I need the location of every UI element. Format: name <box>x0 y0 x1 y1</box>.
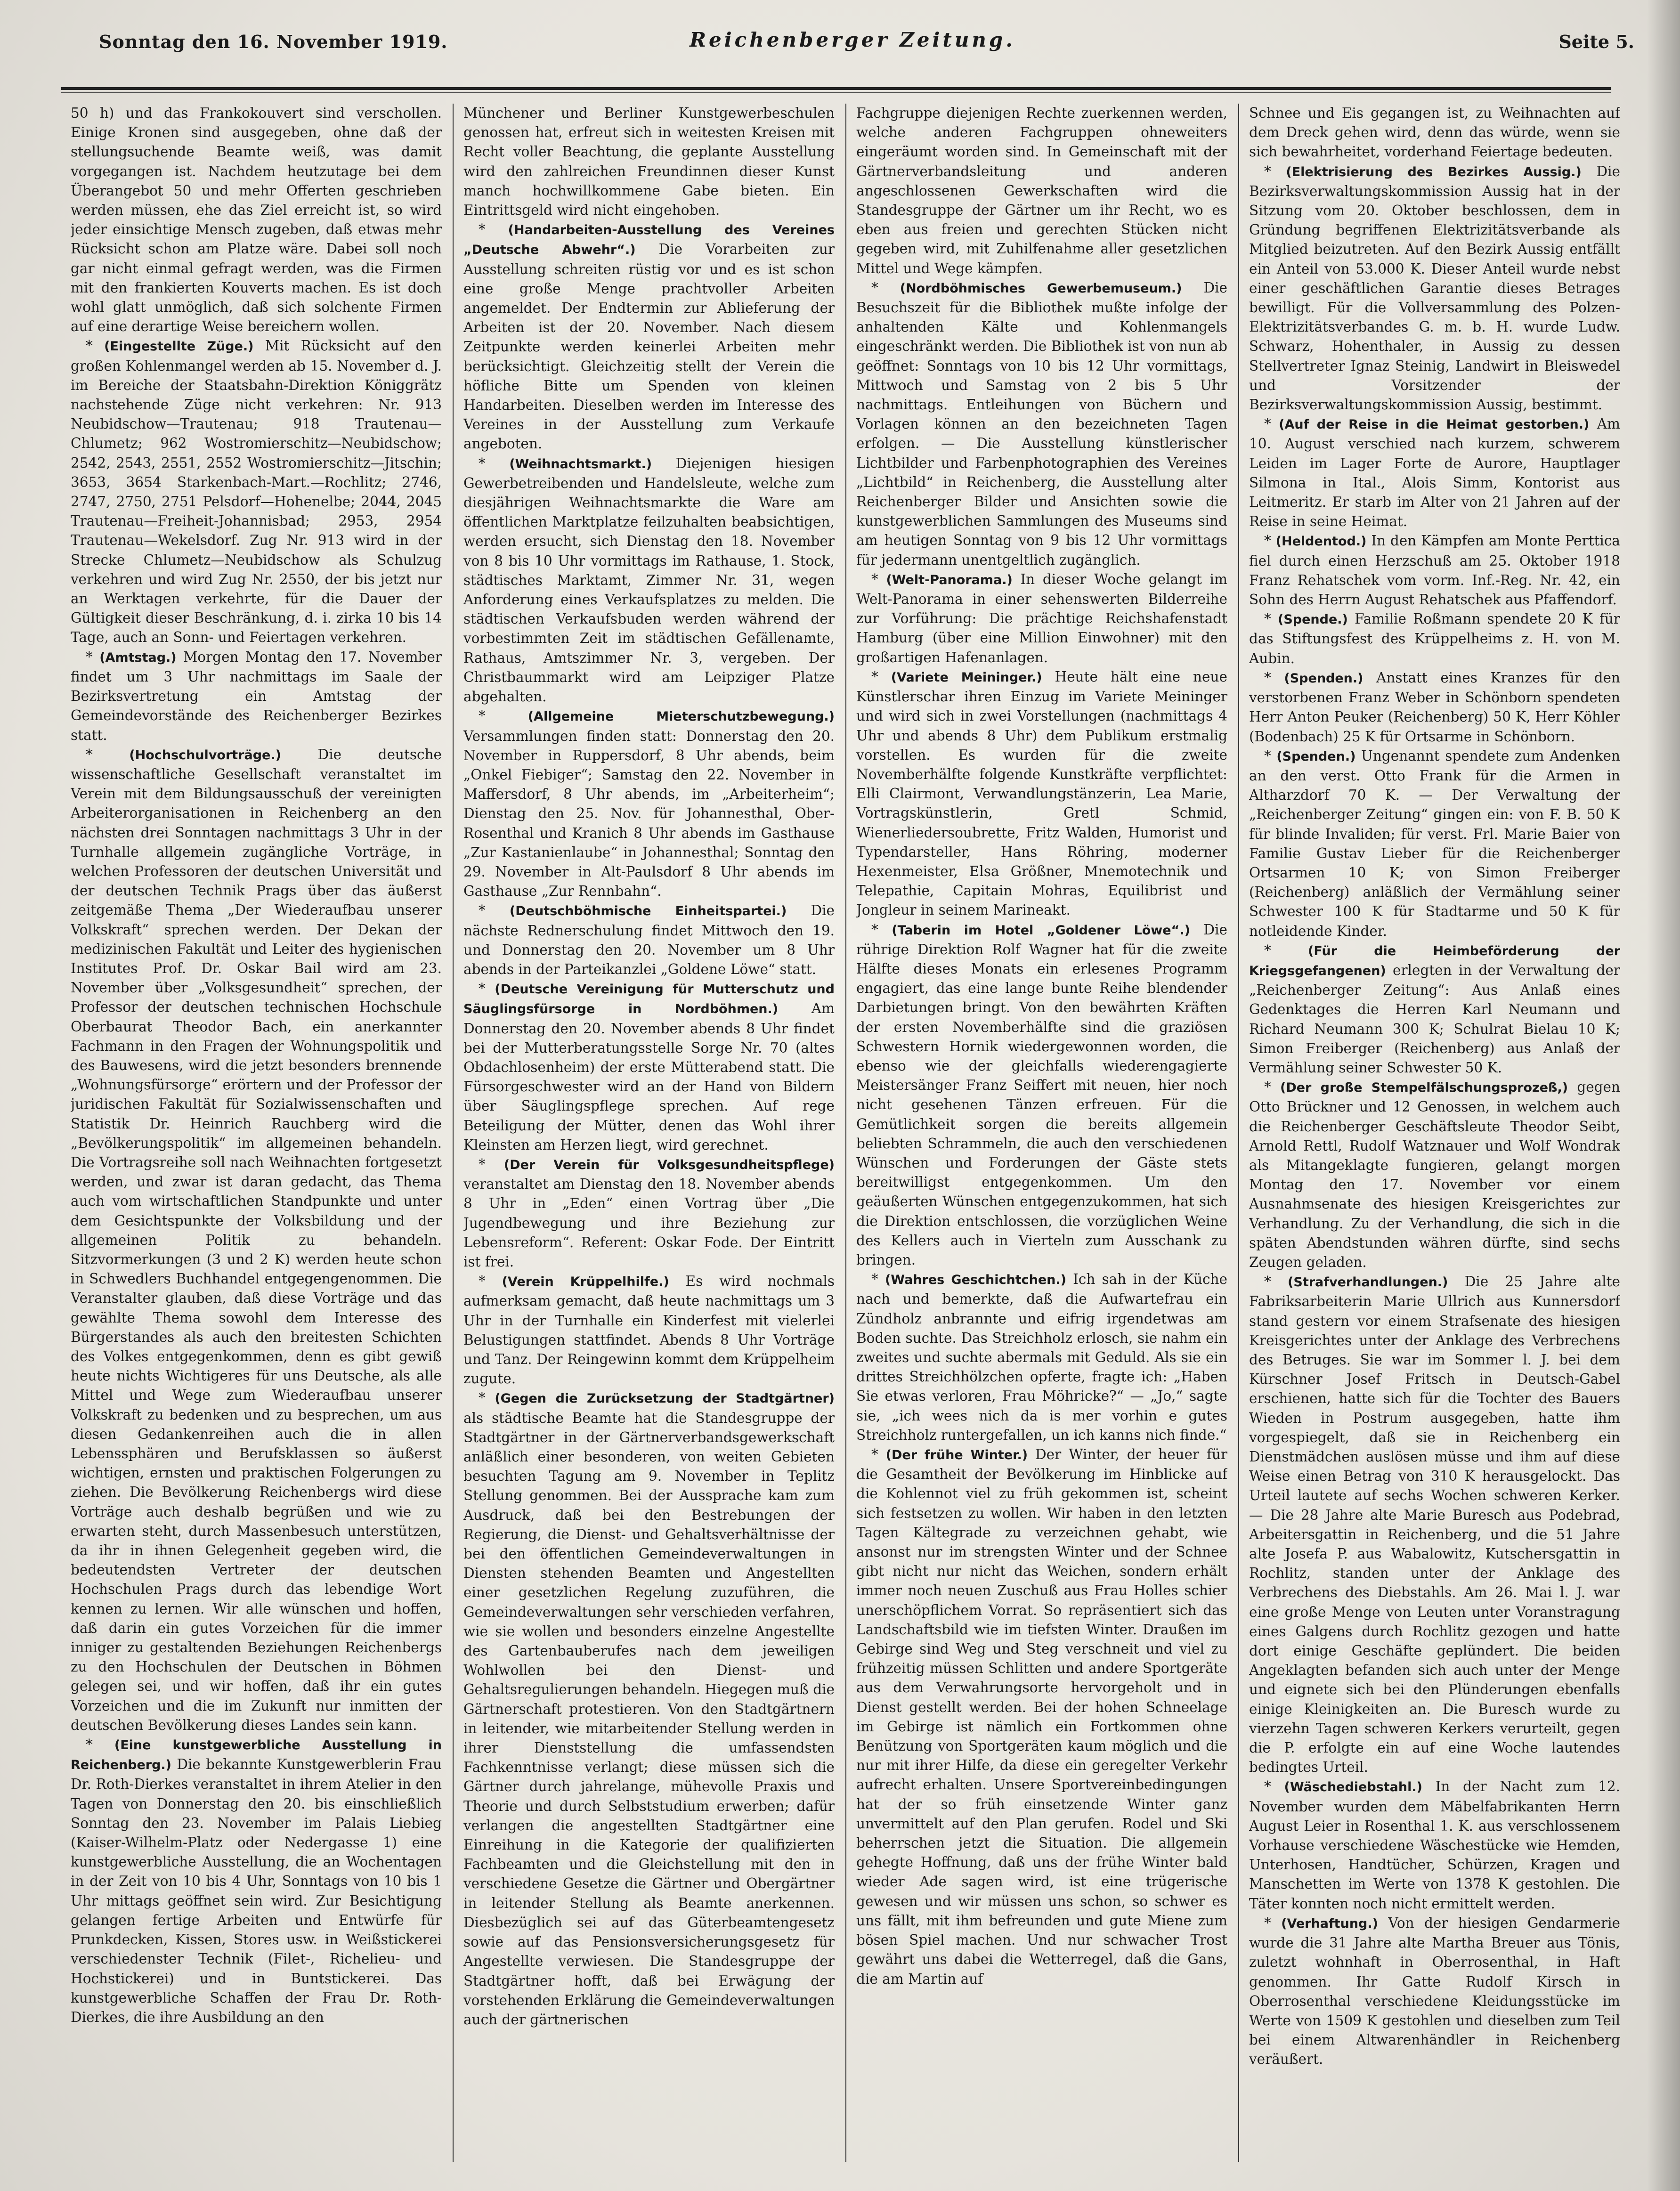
news-item-heading: (Variete Meininger.) <box>891 670 1042 685</box>
news-item: * (Hochschulvorträge.) Die deutsche wissenschaftliche Gesellschaft veranstaltet im Verein mit dem Bildungsausschuß der vereinigten Arbeiterorganisationen in Reichenberg an den nächsten drei Sonntagen nachmittags 3 Uhr in der Turnhalle allgemein zugängliche Vorträge, in welchen Professoren der deutschen Universität und der deutschen Technik Prags über das äußerst zeitgemäße Thema „Der Wiederaufbau unserer Volkskraft“ sprechen werden. Der Dekan der medizinischen Fakultät und Leiter des hygienischen Institutes Prof. Dr. Oskar Bail wird am 23. November über „Volksgesundheit“ sprechen, der Professor der deutschen technischen Hochschule Oberbaurat Theodor Bach, ein anerkannter Fachmann in den Fragen der Wohnungspolitik und des Bauwesens, wird die jetzt besonders brennende „Wohnungsfürsorge“ erörtern und der Professor der juridischen Fakultät für Sozialwissenschaften und Statistik Dr. Heinrich Rauchberg wird die „Bevölkerungspolitik“ im allgemeinen behandeln. Die Vortragsreihe soll nach Weihnachten fortgesetzt werden, und zwar ist daran gedacht, das Thema auch vom wirtschaftlichen Standpunkte und unter dem Gesichtspunkte der Volksbildung und der allgemeinen Politik zu behandeln. Sitzvormerkungen (3 und 2 K) werden heute schon in Schwedlers Buchhandel entgegengenommen. Die Veranstalter glauben, daß diese Vorträge und das gewählte Thema sowohl dem Interesse des Bürgerstandes als auch den breitesten Schichten des Volkes entgegenkommen, denn es gibt gewiß heute nichts Wichtigeres für uns Deutsche, als alle Mittel und Wege zum Wiederaufbau unserer Volkskraft zu bedenken und zu besprechen, um aus diesen Gedankenreihen auch die in allen Lebenssphären und Berufsklassen so äußerst wichtigen, ernsten und praktischen Folgerungen zu ziehen. Die Bevölkerung Reichenbergs wird diese Vorträge auch deshalb begrüßen und wie zu erwarten steht, durch Massenbesuch unterstützen, da ihr in ihnen Gelegenheit gegeben wird, die bedeutendsten Vertreter der deutschen Hochschulen Prags durch das lebendige Wort kennen zu lernen. Wir alle wünschen und hoffen, daß darin ein gutes Vorzeichen für die immer inniger zu gestaltenden Beziehungen Reichenbergs zu den Hochschulen der Deutschen in Böhmen gelegen sei, und wir hoffen, daß ihr ein gutes Vorzeichen und die im Zukunft nur inmitten der deutschen Bevölkerung dieses Landes sein kann. <box>71 746 442 1733</box>
news-item: * (Gegen die Zurücksetzung der Stadtgärtner) als städtische Beamte hat die Standesgruppe der Stadtgärtner in der Gärtnerverbandsgewerkschaft anläßlich einer besonderen, von weiten Gebieten besuchten Tagung am 9. November in Teplitz Stellung genommen. Bei der Aussprache kam zum Ausdruck, daß bei den Bestrebungen der Regierung, die Dienst- und Gehaltsverhältnisse der bei den öffentlichen Gemeindeverwaltungen in Diensten stehenden Beamten und Angestellten einer gesetzlichen Regelung zuzuführen, die Gemeindeverwaltungen sehr verschieden verfahren, wie sie wollen und besonders einzelne Angestellte des Gartenbauberufes nach dem jeweiligen Wohlwollen bei den Dienst- und Gehaltsregulierungen behandeln. Hiegegen muß die Gärtnerschaft protestieren. Von den Stadtgärtnern in leitender, wie mitarbeitender Stellung werden in ihrer Dienststellung die umfassendsten Fachkenntnisse verlangt; diese müssen sich die Gärtner durch jahrelange, mühevolle Praxis und Theorie und durch Selbststudium erwerben; dafür verlangen die angestellten Stadtgärtner eine Einreihung in die Kategorie der qualifizierten Fachbeamten und die Gleichstellung mit den in verschiedene Gesetze die Gärtner und Obergärtner in leitender Stellung als Beamte anerkennen. Diesbezüglich sei auf das Güterbeamtengesetz sowie auf das Pensionsversicherungsgesetz für Angestellte verwiesen. Die Standesgruppe der Stadtgärtner hofft, daß bei Erwägung der vorstehenden Erklärung die Gemeindeverwaltungen auch der gärtnerischen <box>463 1390 835 2028</box>
news-item: * (Handarbeiten-Ausstellung des Vereines „Deutsche Abwehr“.) Die Vorarbeiten zur Ausstellung schreiten rüstig vor und es ist schon eine große Menge prachtvoller Arbeiten angemeldet. Der Endtermin zur Ablieferung der Arbeiten ist der 20. November. Nach diesem Zeitpunkte werden keinerlei Arbeiten mehr berücksichtigt. Gleichzeitig stellt der Verein die höfliche Bitte um Spenden von kleinen Handarbeiten. Dieselben werden im Interesse des Vereines in der Ausstellung zum Verkaufe angeboten. <box>463 221 835 452</box>
news-item-text: Ich sah in der Küche nach und bemerkte, daß die Aufwartefrau ein Zündholz anbrannte und eifrig irgendetwas am Boden suchte. Das Streichholz erlosch, sie nahm ein zweites und suchte abermals mit Geduld. Als sie ein drittes Streichhölzchen opferte, fragte ich: „Haben Sie etwas verloren, Frau Möhricke?“ — „Jo,“ sagte sie, „ich wees nich da is mer vorhin e gutes Streichholz runtergefallen, un ich kanns nich finde.“ <box>856 1271 1227 1443</box>
page-header <box>28 24 1653 80</box>
news-item-text: Münchener und Berliner Kunstgewerbeschulen genossen hat, erfreut sich in weitesten Kreisen mit Recht voller Beachtung, die geplante Ausstellung wird den zahlreichen Freundinnen dieser Kunst manch hochwillkommene Gabe bieten. Ein Eintrittsgeld wird nicht eingehoben. <box>463 105 835 219</box>
article-continuation <box>71 104 442 336</box>
news-item: * (Elektrisierung des Bezirkes Aussig.) Die Bezirksverwaltungskommission Aussig hat in der Sitzung vom 20. Oktober beschlossen, dem in Gründung begriffenen Elektrizitätsverbande als Mitglied beizutreten. Auf den Bezirk Aussig entfällt ein Anteil von 53.000 K. Dieser Anteil wurde nebst einer geschäftlichen Garantie dieses Betrages bewilligt. Für die Vollversammlung des Polzen-Elektrizitätsverbandes G. m. b. H. wurde Ludw. Schwarz, Hohenthaler, in Aussig zu dessen Stellvertreter Ignaz Steinig, Landwirt in Bleiswedel und Vorsitzender der Bezirksverwaltungskommission Aussig, bestimmt. <box>1249 163 1620 413</box>
news-item-text: Schnee und Eis gegangen ist, zu Weihnachten auf dem Dreck gehen wird, denn das würde, wenn sie sich bewahrheitet, vorderhand Feiertage bedeuten. <box>1249 105 1620 160</box>
news-item: * (Deutsche Vereinigung für Mutterschutz und Säuglingsfürsorge in Nordböhmen.) Am Donnerstag den 20. November abends 8 Uhr findet bei der Mutterberatungsstelle Sorge Nr. 70 (altes Obdachlosenheim) der erste Mütterabend statt. Die Fürsorgeschwester wird an der Hand von Bildern über Säuglingspflege sprechen. Auf rege Beteiligung der Mütter, denen das Wohl ihrer Kleinsten am Herzen liegt, wird gerechnet. <box>463 981 835 1153</box>
news-item-heading: (Spenden.) <box>1284 671 1363 686</box>
news-item-heading: (Eingestellte Züge.) <box>104 339 254 354</box>
news-item-heading: (Welt-Panorama.) <box>886 572 1013 587</box>
page-edge-shadow <box>1647 0 1680 2191</box>
news-item-heading: (Weihnachtsmarkt.) <box>509 456 652 471</box>
news-item: * (Taberin im Hotel „Goldener Löwe“.) Die rührige Direktion Rolf Wagner hat für die zweite Hälfte dieses Monats ein erlesenes Programm engagiert, das eine lange bunte Reihe blendender Darbietungen bringt. Von den bewährten Kräften der ersten Novemberhälfte sind die graziösen Schwestern Hornik wiedergewonnen worden, die ebenso wie der gleichfalls wiederengagierte Meistersänger Franz Seiffert mit neuen, hier noch nicht gesehenen Tänzen erfreuen. Für die Gemütlichkeit sorgen die bereits allgemein beliebten Schrammeln, die auch den verschiedenen Wünschen und Forderungen der Gäste stets bereitwilligst entgegenkommen. Um den geäußerten Wünschen entgegenzukommen, hat sich die Direktion entschlossen, die vorzüglichen Weine des Kellers auch in Vierteln zum Ausschank zu bringen. <box>856 921 1227 1268</box>
news-item-heading: (Der frühe Winter.) <box>885 1448 1028 1463</box>
news-item-heading: (Spenden.) <box>1276 749 1356 764</box>
news-item-text: Die Besuchszeit für die Bibliothek mußte infolge der anhaltenden Kälte und Kohlenmangels eingeschränkt werden. Die Bibliothek ist von nun ab geöffnet: Sonntags von 10 bis 12 Uhr vormittags, Mittwoch und Samstag von 2 bis 5 Uhr nachmittags. Entleihungen von Büchern und Vorlagen können an den bezeichneten Tagen erfolgen. — Die Ausstellung künstlerischer Lichtbilder und Farbenphotographien des Vereines „Lichtbild“ in Reichenberg, die Ausstellung alter Reichenberger Bilder und Ansichten sowie die kunstgewerblichen Sammlungen des Museums sind am heutigen Sonntag von 9 bis 12 Uhr vormittags für jedermann unentgeltlich zugänglich. <box>856 279 1227 568</box>
news-item-heading: (Auf der Reise in die Heimat gestorben.) <box>1279 417 1590 432</box>
news-item-heading: (Wäschediebstahl.) <box>1284 1780 1422 1795</box>
news-item-text: Die 25 Jahre alte Fabriksarbeiterin Marie Ullrich aus Kunnersdorf stand gestern vor einem Strafsenate des hiesigen Kreisgerichtes unter der Anklage des Verbrechens des Betruges. Sie war im Sommer l. J. bei dem Kürschner Josef Fritsch in Deutsch-Gabel erschienen, hatte sich für die Tochter des Bauers Wieden in Postrum ausgegeben, hatte ihm vorgespiegelt, daß sie in Reichenberg ein Dienstmädchen auslösen müsse und ihm auf diese Weise einen Betrag von 310 K herausgelockt. Das Urteil lautete auf sechs Wochen schweren Kerker. — Die 28 Jahre alte Marie Buresch aus Podebrad, Arbeitersgattin in Reichenberg, und die 51 Jahre alte Josefa P. aus Wabalowitz, Kutschersgattin in Rochlitz, standen unter der Anklage des Verbrechens des Diebstahls. Am 26. Mai l. J. war eine große Menge von Leuten unter Voranstragung eines Galgens durch Rochlitz gezogen und hatte dort einige Geschäfte geplündert. Die beiden Angeklagten befanden sich auch unter der Menge und eignete sich bei den Plünderungen ebenfalls einige Kleinigkeiten an. Die Buresch wurde zu vierzehn Tagen schweren Kerkers verurteilt, gegen die P. erfolgte ein auf eine Woche lautendes bedingtes Urteil. <box>1249 1274 1620 1776</box>
news-item-text: Anstatt eines Kranzes für den verstorbenen Franz Weber in Schönborn spendeten Herr Anton Peuker (Reichenberg) 50 K, Herr Köhler (Bodenbach) 25 K für Ortsarme in Schönborn. <box>1249 669 1620 745</box>
news-item-text: In den Kämpfen am Monte Perttica fiel durch einen Herzschuß am 25. Oktober 1918 Franz Rehatschek vom vorm. Inf.-Reg. Nr. 42, ein Sohn des Herrn August Rehatschek aus Pfaffendorf. <box>1249 533 1620 608</box>
column-1 <box>71 104 442 2162</box>
column-4 <box>1249 104 1620 2162</box>
news-item-text: Mit Rücksicht auf den großen Kohlenmangel werden ab 15. November d. J. im Bereiche der Staatsbahn-Direktion Königgrätz nachstehende Züge nicht verkehren: Nr. 913 Neubidschow—Trautenau; 918 Trautenau—Chlumetz; 962 Wostromierschitz—Neubidschow; 2542, 2543, 2551, 2552 Wostromierschitz—Jitschin; 3653, 3654 Starkenbach-Mart.—Rochlitz; 2746, 2747, 2750, 2751 Pelsdorf—Hohenelbe; 2044, 2045 Trautenau—Freiheit-Johannisbad; 2953, 2954 Trautenau—Wekelsdorf. Zug Nr. 913 wird in der Strecke Chlumetz—Neubidschow als Schulzug verkehren und wird Zug Nr. 2550, der bis jetzt nur an Werktagen verkehrte, für die Dauer der Gültigkeit dieser Beschränkung, d. i. zirka 10 bis 14 Tage, auch an Sonn- und Feiertagen verkehren. <box>71 338 442 646</box>
news-item-text: erlegten in der Verwaltung der „Reichenberger Zeitung“: Aus Anlaß eines Gedenktages die Herren Karl Neumann und Richard Neumann 300 K; Schulrat Bielau 10 K; Simon Freiberger (Reichenberg) aus Anlaß der Vermählung seiner Schwester 50 K. <box>1249 962 1620 1076</box>
article-continuation <box>463 104 835 220</box>
news-item: * (Der frühe Winter.) Der Winter, der heuer für die Gesamtheit der Bevölkerung im Hinblicke auf die Kohlennot viel zu früh gekommen ist, scheint sich festsetzen zu wollen. Wir haben in den letzten Tagen Kältegrade zu verzeichnen gehabt, wie ansonst nur im strengsten Winter und der Schnee gibt nicht nur nicht das Weichen, sondern erhält immer noch neuen Zuschuß aus Frau Holles schier unerschöpflichem Vorrat. So repräsentiert sich das Landschaftsbild wie im tiefsten Winter. Draußen im Gebirge sind Weg und Steg verschneit und viel zu frühzeitig müssen Schlitten und andere Sportgeräte aus dem Verwahrungsorte hervorgeholt und in Dienst gestellt werden. Bei der hohen Schneelage im Gebirge ist nämlich ein Fortkommen ohne Benützung von Sportgeräten kaum möglich und die nur mit ihrer Hilfe, da diese ein geregelter Verkehr aufrecht erhalten. Unsere Sportvereinbedingungen hat der so früh einsetzende Winter ganz unvermittelt auf den Plan gerufen. Rodel und Ski beherrschen jetzt die Situation. Die allgemein gehegte Hoffnung, daß uns der frühe Winter bald wieder Ade sagen wird, ist eine trügerische gewesen und wir müssen uns schon, so schwer es uns fällt, mit ihm befreunden und gute Miene zum bösen Spiel machen. Und nur schwacher Trost gewährt uns dabei die Wetterregel, daß die Gans, die am Martin auf <box>856 1446 1227 1987</box>
column-separator <box>1238 104 1239 2162</box>
column-separator <box>453 104 454 2162</box>
news-item-text: Familie Roßmann spendete 20 K für das Stiftungsfest des Krüppelheims z. H. von M. Aubin. <box>1249 611 1620 666</box>
news-item-text: Die Vorarbeiten zur Ausstellung schreiten rüstig vor und es ist schon eine große Menge prachtvoller Arbeiten angemeldet. Der Endtermin zur Ablieferung der Arbeiten ist der 20. November. Nach diesem Zeitpunkte werden keinerlei Arbeiten mehr berücksichtigt. Gleichzeitig stellt der Verein die höfliche Bitte um Spenden von kleinen Handarbeiten. Dieselben werden im Interesse des Vereines in der Ausstellung zum Verkaufe angeboten. <box>463 241 835 452</box>
news-item-text: In dieser Woche gelangt im Welt-Panorama in einer sehenswerten Bilderreihe zur Vorführung: Die prächtige Reichshafenstadt Hamburg (über eine Million Einwohner) mit den großartigen Hafenanlagen. <box>856 571 1227 665</box>
article-columns <box>71 104 1620 2162</box>
news-item: * (Der große Stempelfälschungsprozeß,) gegen Otto Brückner und 12 Genossen, in welchem auch die Reichenberger Geschäftsleute Theodor Seibt, Arnold Rettl, Rudolf Watznauer und Wolf Wondrak als Mitangeklagte fungieren, gelangt morgen Montag den 17. November vor einem Ausnahmsenate des hiesigen Kreisgerichtes zur Verhandlung. Zu der Verhandlung, die sich in die späten Abendstunden währen dürfte, sind sechs Zeugen geladen. <box>1249 1079 1620 1270</box>
news-item: * (Spenden.) Ungenannt spendete zum Andenken an den verst. Otto Frank für die Armen in Altharzdorf 70 K. — Der Verwaltung der „Reichenberger Zeitung“ gingen ein: von F. B. 50 K für blinde Invaliden; für verst. Frl. Marie Baier von Familie Gustav Lieber für die Reichenberger Ortsarmen 10 K; von Simon Freiberger (Reichenberg) anläßlich der Vermählung seiner Schwester 100 K für Stadtarme und 50 K für notleidende Kinder. <box>1249 747 1620 939</box>
news-item-heading: (Deutsche Vereinigung für Mutterschutz und Säuglingsfürsorge in Nordböhmen.) <box>463 982 835 1017</box>
news-item-heading: (Eine kunstgewerbliche Ausstellung in Reichenberg.) <box>71 1738 442 1773</box>
news-item-text: Es wird nochmals aufmerksam gemacht, daß heute nachmittags um 3 Uhr in der Turnhalle ein Kinderfest mit vielerlei Belustigungen stattfindet. Abends 8 Uhr Vorträge und Tanz. Der Reingewinn kommt dem Krüppelheim zugute. <box>463 1273 835 1387</box>
news-item: * (Auf der Reise in die Heimat gestorben.) Am 10. August verschied nach kurzem, schwerem Leiden im Lager Forte de Aurore, Hauptlager Silmona in Ital., Alois Simm, Kontorist aus Leitmeritz. Er starb im Alter von 21 Jahren auf der Reise in seine Heimat. <box>1249 416 1620 530</box>
news-item-heading: (Spende.) <box>1277 612 1348 627</box>
header-rule-thin <box>61 92 1611 93</box>
news-item-text: Der Winter, der heuer für die Gesamtheit der Bevölkerung im Hinblicke auf die Kohlennot viel zu früh gekommen ist, scheint sich festsetzen zu wollen. Wir haben in den letzten Tagen Kältegrade zu verzeichnen gehabt, wie ansonst nur im strengsten Winter und der Schnee gibt nicht nur nicht das Weichen, sondern erhält immer noch neuen Zuschuß aus Frau Holles schier unerschöpflichem Vorrat. So repräsentiert sich das Landschaftsbild wie im tiefsten Winter. Draußen im Gebirge sind Weg und Steg verschneit und viel zu frühzeitig müssen Schlitten und andere Sportgeräte aus dem Verwahrungsorte hervorgeholt und in Dienst gestellt werden. Bei der hohen Schneelage im Gebirge ist nämlich ein Fortkommen ohne Benützung von Sportgeräten kaum möglich und die nur mit ihrer Hilfe, da diese ein geregelter Verkehr aufrecht erhalten. Unsere Sportvereinbedingungen hat der so früh einsetzende Winter ganz unvermittelt auf den Plan gerufen. Rodel und Ski beherrschen jetzt die Situation. Die allgemein gehegte Hoffnung, daß uns der frühe Winter bald wieder Ade sagen wird, ist eine trügerische gewesen und wir müssen uns schon, so schwer es uns fällt, mit ihm befreunden und gute Miene zum bösen Spiel machen. Und nur schwacher Trost gewährt uns dabei die Wetterregel, daß die Gans, die am Martin auf <box>856 1446 1227 1987</box>
news-item-text: Versammlungen finden statt: Donnerstag den 20. November in Ruppersdorf, 8 Uhr abends, beim „Onkel Fiebiger“; Samstag den 22. November in Maffersdorf, 8 Uhr abends, im „Arbeiterheim“; Dienstag den 25. Nov. für Johannesthal, Ober-Rosenthal und Kranich 8 Uhr abends im Gasthause „Zur Kastanienlaube“ in Johannesthal; Sonntag den 29. November in Alt-Paulsdorf 8 Uhr abends im Gasthause „Zur Rennbahn“. <box>463 728 835 900</box>
news-item: * (Wahres Geschichtchen.) Ich sah in der Küche nach und bemerkte, daß die Aufwartefrau ein Zündholz anbrannte und eifrig irgendetwas am Boden suchte. Das Streichholz erlosch, sie nahm ein zweites und suchte abermals mit Geduld. Als sie ein drittes Streichhölzchen opferte, fragte ich: „Haben Sie etwas verloren, Frau Möhricke?“ — „Jo,“ sagte sie, „ich wees nich da is mer vorhin e gutes Streichholz runtergefallen, un ich kanns nich finde.“ <box>856 1271 1227 1443</box>
news-item-text: Heute hält eine neue Künstlerschar ihren Einzug im Variete Meininger und wird sich in zwei Vorstellungen (nachmittags 4 Uhr und abends 8 Uhr) dem Publikum erstmalig vorstellen. Es wurden für die zweite Novemberhälfte folgende Kunstkräfte verpflichtet: Elli Clairmont, Verwandlungstänzerin, Lea Marie, Vortragskünstlerin, Gretl Schmid, Wienerliedersoubrette, Fritz Walden, Humorist und Typendarsteller, Hans Röhring, moderner Hexenmeister, Elsa Größner, Mnemotechnik und Telepathie, Capitain Mohras, Equilibrist und Jongleur in seinem Marineakt. <box>856 668 1227 918</box>
news-item: * (Amtstag.) Morgen Montag den 17. November findet um 3 Uhr nachmittags im Saale der Bezirksvertretung ein Amtstag der Gemeindevorstände des Reichenberger Bezirkes statt. <box>71 649 442 743</box>
news-item-text: Morgen Montag den 17. November findet um 3 Uhr nachmittags im Saale der Bezirksvertretung ein Amtstag der Gemeindevorstände des Reichenberger Bezirkes statt. <box>71 649 442 743</box>
news-item-heading: (Wahres Geschichtchen.) <box>885 1273 1066 1288</box>
news-item-heading: (Allgemeine Mieterschutzbewegung.) <box>528 709 835 724</box>
news-item: * (Eingestellte Züge.) Mit Rücksicht auf den großen Kohlenmangel werden ab 15. November d. J. im Bereiche der Staatsbahn-Direktion Königgrätz nachstehende Züge nicht verkehren: Nr. 913 Neubidschow—Trautenau; 918 Trautenau—Chlumetz; 962 Wostromierschitz—Neubidschow; 2542, 2543, 2551, 2552 Wostromierschitz—Jitschin; 3653, 3654 Starkenbach-Mart.—Rochlitz; 2746, 2747, 2750, 2751 Pelsdorf—Hohenelbe; 2044, 2045 Trautenau—Freiheit-Johannisbad; 2953, 2954 Trautenau—Wekelsdorf. Zug Nr. 913 wird in der Strecke Chlumetz—Neubidschow als Schulzug verkehren und wird Zug Nr. 2550, der bis jetzt nur an Werktagen verkehrte, für die Dauer der Gültigkeit dieser Beschränkung, d. i. zirka 10 bis 14 Tage, auch an Sonn- und Feiertagen verkehren. <box>71 338 442 646</box>
news-item-text: Fachgruppe diejenigen Rechte zuerkennen werden, welche anderen Fachgruppen ohneweiters eingeräumt worden sind. In Gemeinschaft mit der Gärtnerverbandsleitung und anderen angeschlossenen Gewerkschaften wird die Standesgruppe der Gärtner um ihr Recht, wo es eben aus freien und gerechten Stücken nicht gegeben wird, mit Zuhilfenahme aller gesetzlichen Mittel und Wege kämpfen. <box>856 105 1227 276</box>
header-rule <box>61 87 1611 90</box>
news-item: * (Wäschediebstahl.) In der Nacht zum 12. November wurden dem Mäbelfabrikanten Herrn August Leier in Rosenthal 1. K. aus verschlossenem Vorhause verschiedene Wäschestücke wie Hemden, Unterhosen, Handtücher, Schürzen, Kragen und Manschetten im Werte von 1378 K gestohlen. Die Täter konnten noch nicht ermittelt werden. <box>1249 1778 1620 1912</box>
news-item-heading: (Amtstag.) <box>99 650 177 665</box>
news-item: * (Verein Krüppelhilfe.) Es wird nochmals aufmerksam gemacht, daß heute nachmittags um 3 Uhr in der Turnhalle ein Kinderfest mit vielerlei Belustigungen stattfindet. Abends 8 Uhr Vorträge und Tanz. Der Reingewinn kommt dem Krüppelheim zugute. <box>463 1273 835 1387</box>
news-item-text: Die nächste Rednerschulung findet Mittwoch den 19. und Donnerstag den 20. November um 8 Uhr abends in der Parteikanzlei „Goldene Löwe“ statt. <box>463 902 835 977</box>
article-continuation <box>856 104 1227 278</box>
news-item-heading: (Heldentod.) <box>1275 534 1367 549</box>
news-item: * (Heldentod.) In den Kämpfen am Monte Perttica fiel durch einen Herzschuß am 25. Oktober 1918 Franz Rehatschek vom vorm. Inf.-Reg. Nr. 42, ein Sohn des Herrn August Rehatschek aus Pfaffendorf. <box>1249 533 1620 608</box>
news-item: * (Strafverhandlungen.) Die 25 Jahre alte Fabriksarbeiterin Marie Ullrich aus Kunnersdorf stand gestern vor einem Strafsenate des hiesigen Kreisgerichtes unter der Anklage des Verbrechens des Betruges. Sie war im Sommer l. J. bei dem Kürschner Josef Fritsch in Deutsch-Gabel erschienen, hatte sich für die Tochter des Bauers Wieden in Postrum ausgegeben, hatte ihm vorgespiegelt, daß sie in Reichenberg ein Dienstmädchen auslösen müsse und ihm auf diese Weise einen Betrag von 310 K herausgelockt. Das Urteil lautete auf sechs Wochen schweren Kerker. — Die 28 Jahre alte Marie Buresch aus Podebrad, Arbeitersgattin in Reichenberg, und die 51 Jahre alte Josefa P. aus Wabalowitz, Kutschersgattin in Rochlitz, standen unter der Anklage des Verbrechens des Diebstahls. Am 26. Mai l. J. war eine große Menge von Leuten unter Voranstragung eines Galgens durch Rochlitz gezogen und hatte dort einige Geschäfte geplündert. Die beiden Angeklagten befanden sich auch unter der Menge und eignete sich bei den Plünderungen ebenfalls einige Kleinigkeiten an. Die Buresch wurde zu vierzehn Tagen schweren Kerkers verurteilt, gegen die P. erfolgte ein auf eine Woche lautendes bedingtes Urteil. <box>1249 1274 1620 1776</box>
news-item: * (Spende.) Familie Roßmann spendete 20 K für das Stiftungsfest des Krüppelheims z. H. von M. Aubin. <box>1249 611 1620 666</box>
column-3 <box>856 104 1227 2162</box>
news-item-heading: (Strafverhandlungen.) <box>1288 1275 1448 1290</box>
news-item-heading: (Verhaftung.) <box>1281 1916 1378 1931</box>
news-item: * (Der Verein für Volksgesundheitspflege) veranstaltet am Dienstag den 18. November abends 8 Uhr in „Eden“ einen Vortrag über „Die Jugendbewegung und ihre Beziehung zur Lebensreform“. Referent: Oskar Fode. Der Eintritt ist frei. <box>463 1156 835 1270</box>
news-item-text: Die rührige Direktion Rolf Wagner hat für die zweite Hälfte dieses Monats ein erlesenes Programm engagiert, das eine lange bunte Reihe blendender Darbietungen bringt. Von den bewährten Kräften der ersten Novemberhälfte sind die graziösen Schwestern Hornik wiedergewonnen worden, die ebenso wie der gleichfalls wiederengagierte Meistersänger Franz Seiffert mit neuen, hier noch nicht gesehenen Tänzen erfreuen. Für die Gemütlichkeit sorgen die bereits allgemein beliebten Schrammeln, die auch den verschiedenen Wünschen und Forderungen der Gäste stets bereitwilligst entgegenkommen. Um den geäußerten Wünschen entgegenzukommen, hat sich die Direktion entschlossen, die vorzüglichen Weine des Kellers auch in Vierteln zum Ausschank zu bringen. <box>856 921 1227 1268</box>
issue-date: Sonntag den 16. November 1919. <box>99 31 448 52</box>
column-2 <box>463 104 835 2162</box>
newspaper-title: Reichenberger Zeitung. <box>690 28 1015 51</box>
news-item: * (Weihnachtsmarkt.) Diejenigen hiesigen Gewerbetreibenden und Handelsleute, welche zum diesjährigen Weihnachtsmarkte die Ware am öffentlichen Marktplatze feilzuhalten beabsichtigen, werden ersucht, sich Dienstag den 18. November von 8 bis 10 Uhr vormittags im Rathause, 1. Stock, städtisches Marktamt, Zimmer Nr. 31, wegen Anforderung eines Verkaufsplatzes zu melden. Die städtischen Verkaufsbuden werden während der vorbestimmten Zeit im städtischen Gefällenamte, Rathaus, Amtszimmer Nr. 3, vergeben. Der Christbaummarkt wird am Leipziger Platze abgehalten. <box>463 455 835 705</box>
news-item-heading: (Nordböhmisches Gewerbemuseum.) <box>900 281 1182 296</box>
news-item-heading: (Der große Stempelfälschungsprozeß,) <box>1280 1080 1568 1096</box>
news-item-heading: (Deutschböhmische Einheitspartei.) <box>509 904 787 919</box>
news-item-text: Die Bezirksverwaltungskommission Aussig hat in der Sitzung vom 20. Oktober beschlossen, dem in Gründung begriffenen Elektrizitätsverbande als Mitglied beizutreten. Auf den Bezirk Aussig entfällt ein Anteil von 53.000 K. Dieser Anteil wurde nebst einer geschäftlichen Garantie dieses Betrages bewilligt. Für die Vollversammlung des Polzen-Elektrizitätsverbandes G. m. b. H. wurde Ludw. Schwarz, Hohenthaler, in Aussig zu dessen Stellvertreter Ignaz Steinig, Landwirt in Bleiswedel und Vorsitzender der Bezirksverwaltungskommission Aussig, bestimmt. <box>1249 163 1620 413</box>
news-item-text: als städtische Beamte hat die Standesgruppe der Stadtgärtner in der Gärtnerverbandsgewerkschaft anläßlich einer besonderen, von weiten Gebieten besuchten Tagung am 9. November in Teplitz Stellung genommen. Bei der Aussprache kam zum Ausdruck, daß bei den Bestrebungen der Regierung, die Dienst- und Gehaltsverhältnisse der bei den öffentlichen Gemeindeverwaltungen in Diensten stehenden Beamten und Angestellten einer gesetzlichen Regelung zuzuführen, die Gemeindeverwaltungen sehr verschieden verfahren, wie sie wollen und besonders einzelne Angestellte des Gartenbauberufes nach dem jeweiligen Wohlwollen bei den Dienst- und Gehaltsregulierungen behandeln. Hiegegen muß die Gärtnerschaft protestieren. Von den Stadtgärtnern in leitender, wie mitarbeitender Stellung werden in ihrer Dienststellung die umfassendsten Fachkenntnisse verlangt; diese müssen sich die Gärtner durch jahrelange, mühevolle Praxis und Theorie und durch Selbststudium erwerben; dafür verlangen die angestellten Stadtgärtner eine Einreihung in die Kategorie der qualifizierten Fachbeamten und die Gleichstellung mit den in verschiedene Gesetze die Gärtner und Obergärtner in leitender Stellung als Beamte anerkennen. Diesbezüglich sei auf das Güterbeamtengesetz sowie auf das Pensionsversicherungsgesetz für Angestellte verwiesen. Die Standesgruppe der Stadtgärtner hofft, daß bei Erwägung der vorstehenden Erklärung die Gemeindeverwaltungen auch der gärtnerischen <box>463 1410 835 2028</box>
news-item-text: Die deutsche wissenschaftliche Gesellschaft veranstaltet im Verein mit dem Bildungsausschuß der vereinigten Arbeiterorganisationen in Reichenberg an den nächsten drei Sonntagen nachmittags 3 Uhr in der Turnhalle allgemein zugängliche Vorträge, in welchen Professoren der deutschen Universität und der deutschen Technik Prags über das äußerst zeitgemäße Thema „Der Wiederaufbau unserer Volkskraft“ sprechen werden. Der Dekan der medizinischen Fakultät und Leiter des hygienischen Institutes Prof. Dr. Oskar Bail wird am 23. November über „Volksgesundheit“ sprechen, der Professor der deutschen technischen Hochschule Oberbaurat Theodor Bach, ein anerkannter Fachmann in den Fragen der Wohnungspolitik und des Bauwesens, wird die jetzt besonders brennende „Wohnungsfürsorge“ erörtern und der Professor der juridischen Fakultät für Sozialwissenschaften und Statistik Dr. Heinrich Rauchberg wird die „Bevölkerungspolitik“ im allgemeinen behandeln. Die Vortragsreihe soll nach Weihnachten fortgesetzt werden, und zwar ist daran gedacht, das Thema auch vom wirtschaftlichen Standpunkte und unter dem Gesichtspunkte der Volksbildung und der allgemeinen Politik zu behandeln. Sitzvormerkungen (3 und 2 K) werden heute schon in Schwedlers Buchhandel entgegengenommen. Die Veranstalter glauben, daß diese Vorträge und das gewählte Thema sowohl dem Interesse des Bürgerstandes als auch den breitesten Schichten des Volkes entgegenkommen, denn es gibt gewiß heute nichts Wichtigeres für uns Deutsche, als alle Mittel und Wege zum Wiederaufbau unserer Volkskraft zu bedenken und zu besprechen, um aus diesen Gedankenreihen auch die in allen Lebenssphären und Berufsklassen so äußerst wichtigen, ernsten und praktischen Folgerungen zu ziehen. Die Bevölkerung Reichenbergs wird diese Vorträge auch deshalb begrüßen und wie zu erwarten steht, durch Massenbesuch unterstützen, da ihr in ihnen Gelegenheit gegeben wird, die bedeutendsten Vertreter der deutschen Hochschulen Prags durch das lebendige Wort kennen zu lernen. Wir alle wünschen und hoffen, daß darin ein gutes Vorzeichen für die immer inniger zu gestaltenden Beziehungen Reichenbergs zu den Hochschulen der Deutschen in Böhmen gelegen sei, und wir hoffen, daß ihr ein gutes Vorzeichen und die im Zukunft nur inmitten der deutschen Bevölkerung dieses Landes sein kann. <box>71 746 442 1733</box>
news-item-text: gegen Otto Brückner und 12 Genossen, in welchem auch die Reichenberger Geschäftsleute Theodor Seibt, Arnold Rettl, Rudolf Watznauer und Wolf Wondrak als Mitangeklagte fungieren, gelangt morgen Montag den 17. November vor einem Ausnahmsenate des hiesigen Kreisgerichtes zur Verhandlung. Zu der Verhandlung, die sich in die späten Abendstunden währen dürfte, sind sechs Zeugen geladen. <box>1249 1079 1620 1270</box>
news-item-heading: (Hochschulvorträge.) <box>129 747 281 763</box>
news-item-heading: (Gegen die Zurücksetzung der Stadtgärtner) <box>495 1391 835 1406</box>
news-item-text: Ungenannt spendete zum Andenken an den verst. Otto Frank für die Armen in Altharzdorf 70 K. — Der Verwaltung der „Reichenberger Zeitung“ gingen ein: von F. B. 50 K für blinde Invaliden; für verst. Frl. Marie Baier von Familie Gustav Lieber für die Reichenberger Ortsarmen 10 K; von Simon Freiberger (Reichenberg) anläßlich der Vermählung seiner Schwester 100 K für Stadtarme und 50 K für notleidende Kinder. <box>1249 747 1620 939</box>
news-item-text: Von der hiesigen Gendarmerie wurde die 31 Jahre alte Martha Breuer aus Tönis, zuletzt wohnhaft in Oberrosenthal, in Haft genommen. Ihr Gatte Rudolf Kirsch in Oberrosenthal verschiedene Kleidungsstücke im Werte von 1509 K gestohlen und dieselben zum Teil bei einem Altwarenhändler in Reichenberg veräußert. <box>1249 1915 1620 2068</box>
page-number: Seite 5. <box>1558 31 1634 52</box>
news-item: * (Welt-Panorama.) In dieser Woche gelangt im Welt-Panorama in einer sehenswerten Bilderreihe zur Vorführung: Die prächtige Reichshafenstadt Hamburg (über eine Million Einwohner) mit den großartigen Hafenanlagen. <box>856 571 1227 665</box>
news-item: * (Allgemeine Mieterschutzbewegung.) Versammlungen finden statt: Donnerstag den 20. November in Ruppersdorf, 8 Uhr abends, beim „Onkel Fiebiger“; Samstag den 22. November in Maffersdorf, 8 Uhr abends, im „Arbeiterheim“; Dienstag den 25. Nov. für Johannesthal, Ober-Rosenthal und Kranich 8 Uhr abends im Gasthause „Zur Kastanienlaube“ in Johannesthal; Sonntag den 29. November in Alt-Paulsdorf 8 Uhr abends im Gasthause „Zur Rennbahn“. <box>463 708 835 900</box>
news-item: * (Spenden.) Anstatt eines Kranzes für den verstorbenen Franz Weber in Schönborn spendeten Herr Anton Peuker (Reichenberg) 50 K, Herr Köhler (Bodenbach) 25 K für Ortsarme in Schönborn. <box>1249 669 1620 745</box>
news-item-text: Die bekannte Kunstgewerblerin Frau Dr. Roth-Dierkes veranstaltet in ihrem Atelier in den Tagen von Donnerstag den 20. bis einschließlich Sonntag den 23. November im Palais Liebieg (Kaiser-Wilhelm-Platz oder Nedergasse 1) eine kunstgewerbliche Ausstellung, die an Wochentagen in der Zeit von 10 bis 4 Uhr, Sonntags von 10 bis 1 Uhr mittags geöffnet sein wird. Zur Besichtigung gelangen fertige Arbeiten und Entwürfe für Prunkdecken, Kissen, Stores usw. in Weißstickerei verschiedenster Technik (Filet-, Richelieu- und Hochstickerei) und in Buntstickerei. Das kunstgewerbliche Schaffen der Frau Dr. Roth-Dierkes, die ihre Ausbildung an den <box>71 1756 442 2025</box>
news-item-text: Am 10. August verschied nach kurzem, schwerem Leiden im Lager Forte de Aurore, Hauptlager Silmona in Ital., Alois Simm, Kontorist aus Leitmeritz. Er starb im Alter von 21 Jahren auf der Reise in seine Heimat. <box>1249 416 1620 530</box>
news-item-heading: (Verein Krüppelhilfe.) <box>502 1274 669 1290</box>
news-item-heading: (Elektrisierung des Bezirkes Aussig.) <box>1286 164 1582 179</box>
news-item: * (Verhaftung.) Von der hiesigen Gendarmerie wurde die 31 Jahre alte Martha Breuer aus Tönis, zuletzt wohnhaft in Oberrosenthal, in Haft genommen. Ihr Gatte Rudolf Kirsch in Oberrosenthal verschiedene Kleidungsstücke im Werte von 1509 K gestohlen und dieselben zum Teil bei einem Altwarenhändler in Reichenberg veräußert. <box>1249 1915 1620 2068</box>
news-item: * (Nordböhmisches Gewerbemuseum.) Die Besuchszeit für die Bibliothek mußte infolge der anhaltenden Kälte und Kohlenmangels eingeschränkt werden. Die Bibliothek ist von nun ab geöffnet: Sonntags von 10 bis 12 Uhr vormittags, Mittwoch und Samstag von 2 bis 5 Uhr nachmittags. Entleihungen von Büchern und Vorlagen können an den bezeichneten Tagen erfolgen. — Die Ausstellung künstlerischer Lichtbilder und Farbenphotographien des Vereines „Lichtbild“ in Reichenberg, die Ausstellung alter Reichenberger Bilder und Ansichten sowie die kunstgewerblichen Sammlungen des Museums sind am heutigen Sonntag von 9 bis 12 Uhr vormittags für jedermann unentgeltlich zugänglich. <box>856 279 1227 568</box>
news-item-text: 50 h) und das Frankokouvert sind verschollen. Einige Kronen sind ausgegeben, ohne daß der stellungsuchende Beamte weiß, was damit vorgegangen ist. Nachdem heutzutage bei dem Überangebot 50 und mehr Offerten geschrieben werden müssen, ehe das Ziel erreicht ist, so wird jeder einsichtige Mensch zugeben, daß etwas mehr Rücksicht schon am Platze wäre. Dabei soll noch gar nicht einmal gefragt werden, was die Firmen mit den frankierten Kouverts machen. Es ist doch wohl glatt unmöglich, daß sich solchente Firmen auf eine derartige Weise bereichern wollen. <box>71 105 442 335</box>
news-item-text: Am Donnerstag den 20. November abends 8 Uhr findet bei der Mutterberatungsstelle Sorge Nr. 70 (altes Obdachlosenheim) der erste Mütterabend statt. Die Fürsorgeschwester wird an der Hand von Bildern über Säuglingspflege sprechen. Auf rege Beteiligung der Mütter, denen das Wohl ihrer Kleinsten am Herzen liegt, wird gerechnet. <box>463 1000 835 1153</box>
column-separator <box>845 104 846 2162</box>
news-item-text: In der Nacht zum 12. November wurden dem Mäbelfabrikanten Herrn August Leier in Rosenthal 1. K. aus verschlossenem Vorhause verschiedene Wäschestücke wie Hemden, Unterhosen, Handtücher, Schürzen, Kragen und Manschetten im Werte von 1378 K gestohlen. Die Täter konnten noch nicht ermittelt werden. <box>1249 1778 1620 1912</box>
news-item-text: Diejenigen hiesigen Gewerbetreibenden und Handelsleute, welche zum diesjährigen Weihnachtsmarkte die Ware am öffentlichen Marktplatze feilzuhalten beabsichtigen, werden ersucht, sich Dienstag den 18. November von 8 bis 10 Uhr vormittags im Rathause, 1. Stock, städtisches Marktamt, Zimmer Nr. 31, wegen Anforderung eines Verkaufsplatzes zu melden. Die städtischen Verkaufsbuden werden während der vorbestimmten Zeit im städtischen Gefällenamte, Rathaus, Amtszimmer Nr. 3, vergeben. Der Christbaummarkt wird am Leipziger Platze abgehalten. <box>463 455 835 705</box>
news-item: * (Variete Meininger.) Heute hält eine neue Künstlerschar ihren Einzug im Variete Meininger und wird sich in zwei Vorstellungen (nachmittags 4 Uhr und abends 8 Uhr) dem Publikum erstmalig vorstellen. Es wurden für die zweite Novemberhälfte folgende Kunstkräfte verpflichtet: Elli Clairmont, Verwandlungstänzerin, Lea Marie, Vortragskünstlerin, Gretl Schmid, Wienerliedersoubrette, Fritz Walden, Humorist und Typendarsteller, Hans Röhring, moderner Hexenmeister, Elsa Größner, Mnemotechnik und Telepathie, Capitain Mohras, Equilibrist und Jongleur in seinem Marineakt. <box>856 668 1227 918</box>
news-item-heading: (Taberin im Hotel „Goldener Löwe“.) <box>892 923 1190 938</box>
news-item: * (Für die Heimbeförderung der Kriegsgefangenen) erlegten in der Verwaltung der „Reichenberger Zeitung“: Aus Anlaß eines Gedenktages die Herren Karl Neumann und Richard Neumann 300 K; Schulrat Bielau 10 K; Simon Freiberger (Reichenberg) aus Anlaß der Vermählung seiner Schwester 50 K. <box>1249 942 1620 1076</box>
news-item-text: veranstaltet am Dienstag den 18. November abends 8 Uhr in „Eden“ einen Vortrag über „Die Jugendbewegung und ihre Beziehung zur Lebensreform“. Referent: Oskar Fode. Der Eintritt ist frei. <box>463 1176 835 1270</box>
article-continuation <box>1249 104 1620 162</box>
news-item-heading: (Handarbeiten-Ausstellung des Vereines „Deutsche Abwehr“.) <box>463 223 835 258</box>
news-item: * (Deutschböhmische Einheitspartei.) Die nächste Rednerschulung findet Mittwoch den 19. und Donnerstag den 20. November um 8 Uhr abends in der Parteikanzlei „Goldene Löwe“ statt. <box>463 902 835 977</box>
news-item-heading: (Für die Heimbeförderung der Kriegsgefangenen) <box>1249 943 1620 978</box>
news-item: * (Eine kunstgewerbliche Ausstellung in Reichenberg.) Die bekannte Kunstgewerblerin Frau Dr. Roth-Dierkes veranstaltet in ihrem Atelier in den Tagen von Donnerstag den 20. bis einschließlich Sonntag den 23. November im Palais Liebieg (Kaiser-Wilhelm-Platz oder Nedergasse 1) eine kunstgewerbliche Ausstellung, die an Wochentagen in der Zeit von 10 bis 4 Uhr, Sonntags von 10 bis 1 Uhr mittags geöffnet sein wird. Zur Besichtigung gelangen fertige Arbeiten und Entwürfe für Prunkdecken, Kissen, Stores usw. in Weißstickerei verschiedenster Technik (Filet-, Richelieu- und Hochstickerei) und in Buntstickerei. Das kunstgewerbliche Schaffen der Frau Dr. Roth-Dierkes, die ihre Ausbildung an den <box>71 1737 442 2025</box>
news-item-heading: (Der Verein für Volksgesundheitspflege) <box>503 1157 835 1172</box>
